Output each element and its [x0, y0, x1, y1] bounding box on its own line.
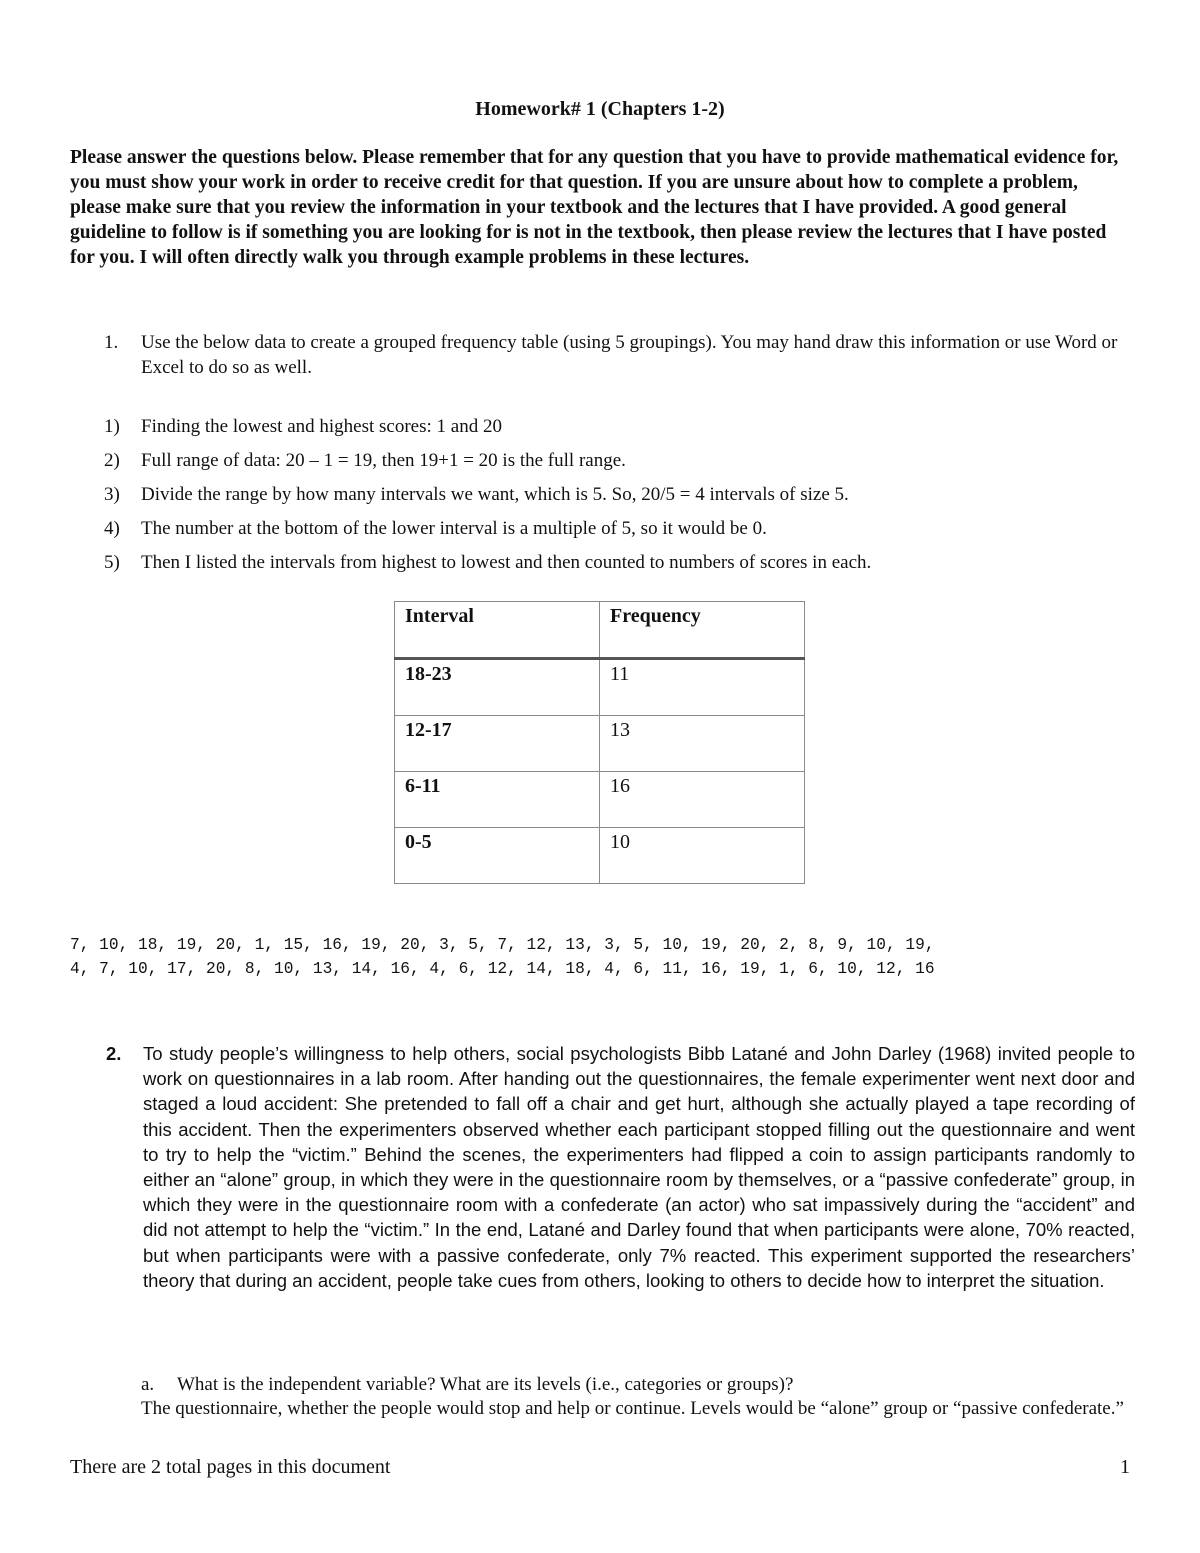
table-header-row	[395, 602, 805, 659]
frequency-cell: 13	[600, 716, 805, 772]
question-2a-label: a.	[141, 1374, 155, 1395]
step-number: 2)	[104, 450, 120, 471]
header-frequency: Frequency	[600, 602, 805, 659]
raw-data-line: 7, 10, 18, 19, 20, 1, 15, 16, 19, 20, 3, 5, 7, 12, 13, 3, 5, 10, 19, 20, 2, 8, 9, 10, 19,	[70, 936, 935, 954]
list-item	[104, 482, 1134, 516]
step-text: Full range of data: 20 – 1 = 19, then 19+1 = 20 is the full range.	[141, 450, 626, 471]
frequency-cell: 11	[600, 659, 805, 716]
list-item	[104, 448, 1134, 482]
page-title: Homework# 1 (Chapters 1-2)	[475, 98, 725, 120]
step-text: The number at the bottom of the lower interval is a multiple of 5, so it would be 0.	[141, 518, 767, 539]
list-item	[104, 550, 1134, 584]
raw-data-block	[70, 933, 935, 981]
question-1-text: Use the below data to create a grouped frequency table (using 5 groupings). You may hand draw this information or use Word or Excel to do so as well.	[141, 332, 1118, 378]
step-text: Finding the lowest and highest scores: 1 and 20	[141, 416, 502, 437]
table-row	[395, 716, 805, 772]
table-row	[395, 659, 805, 716]
instructions-paragraph: Please answer the questions below. Please remember that for any question that you have to provide mathematical evidence for, you must show your work in order to receive credit for that question. If you are unsure about how to complete a problem, please make sure that you review the information in your textbook and the lectures that I have provided. A good general guideline to follow is if something you are looking for is not in the textbook, then please review the lectures that I have posted for you. I will often directly walk you through example problems in these lectures.	[70, 147, 1119, 268]
question-2a-answer: The questionnaire, whether the people would stop and help or continue. Levels would be “alone” group or “passive confederate.”	[141, 1398, 1124, 1419]
list-item	[104, 414, 1134, 448]
step-text: Then I listed the intervals from highest to lowest and then counted to numbers of scores in each.	[141, 552, 872, 573]
step-number: 5)	[104, 552, 120, 573]
header-interval: Interval	[395, 602, 600, 659]
solution-steps-list	[104, 414, 1134, 584]
question-2a-prompt	[141, 1373, 1131, 1397]
question-2-text: To study people’s willingness to help others, social psychologists Bibb Latané and John Darley (1968) invited people to work on questionnaires in a lab room. After handing out the questionnaires, the female experimenter went next door and staged a loud accident: She pretended to fall off a chair and get hurt, although she actually played a tape recording of this accident. Then the experimenters observed whether each participant stopped filling out the questionnaire and went to try to help the “victim.” Behind the scenes, the experimenters had flipped a coin to assign participants randomly to either an “alone” group, in which they were in the questionnaire room by themselves, or a “passive confederate” group, in which they were in the questionnaire room with a confederate (an actor) who sat impassively during the “accident” and did not attempt to help the “victim.” In the end, Latané and Darley found that when participants were alone, 70% reacted, but when participants were with a passive confederate, only 7% reacted. This experiment supported the researchers’ theory that during an accident, people take cues from others, looking to others to decide how to interpret the situation.	[143, 1043, 1135, 1291]
interval-cell: 0-5	[395, 828, 600, 884]
step-text: Divide the range by how many intervals we want, which is 5. So, 20/5 = 4 intervals of size 5.	[141, 484, 849, 505]
raw-data-line: 4, 7, 10, 17, 20, 8, 10, 13, 14, 16, 4, 6, 12, 14, 18, 4, 6, 11, 16, 19, 1, 6, 10, 12, 16	[70, 960, 935, 978]
frequency-table	[394, 601, 805, 884]
frequency-cell: 10	[600, 828, 805, 884]
interval-cell: 12-17	[395, 716, 600, 772]
question-1-number: 1.	[104, 332, 119, 353]
question-2a-question: What is the independent variable? What are its levels (i.e., categories or groups)?	[177, 1374, 794, 1395]
list-item	[104, 516, 1134, 550]
step-number: 3)	[104, 484, 120, 505]
frequency-cell: 16	[600, 772, 805, 828]
table-row	[395, 772, 805, 828]
footer-text: There are 2 total pages in this document	[70, 1456, 391, 1478]
step-number: 4)	[104, 518, 120, 539]
page-number: 1	[1120, 1456, 1130, 1478]
table-row	[395, 828, 805, 884]
question-2a	[141, 1373, 1131, 1421]
interval-cell: 18-23	[395, 659, 600, 716]
page-footer	[70, 1456, 1130, 1479]
interval-cell: 6-11	[395, 772, 600, 828]
question-2-number: 2.	[106, 1043, 122, 1064]
step-number: 1)	[104, 416, 120, 437]
